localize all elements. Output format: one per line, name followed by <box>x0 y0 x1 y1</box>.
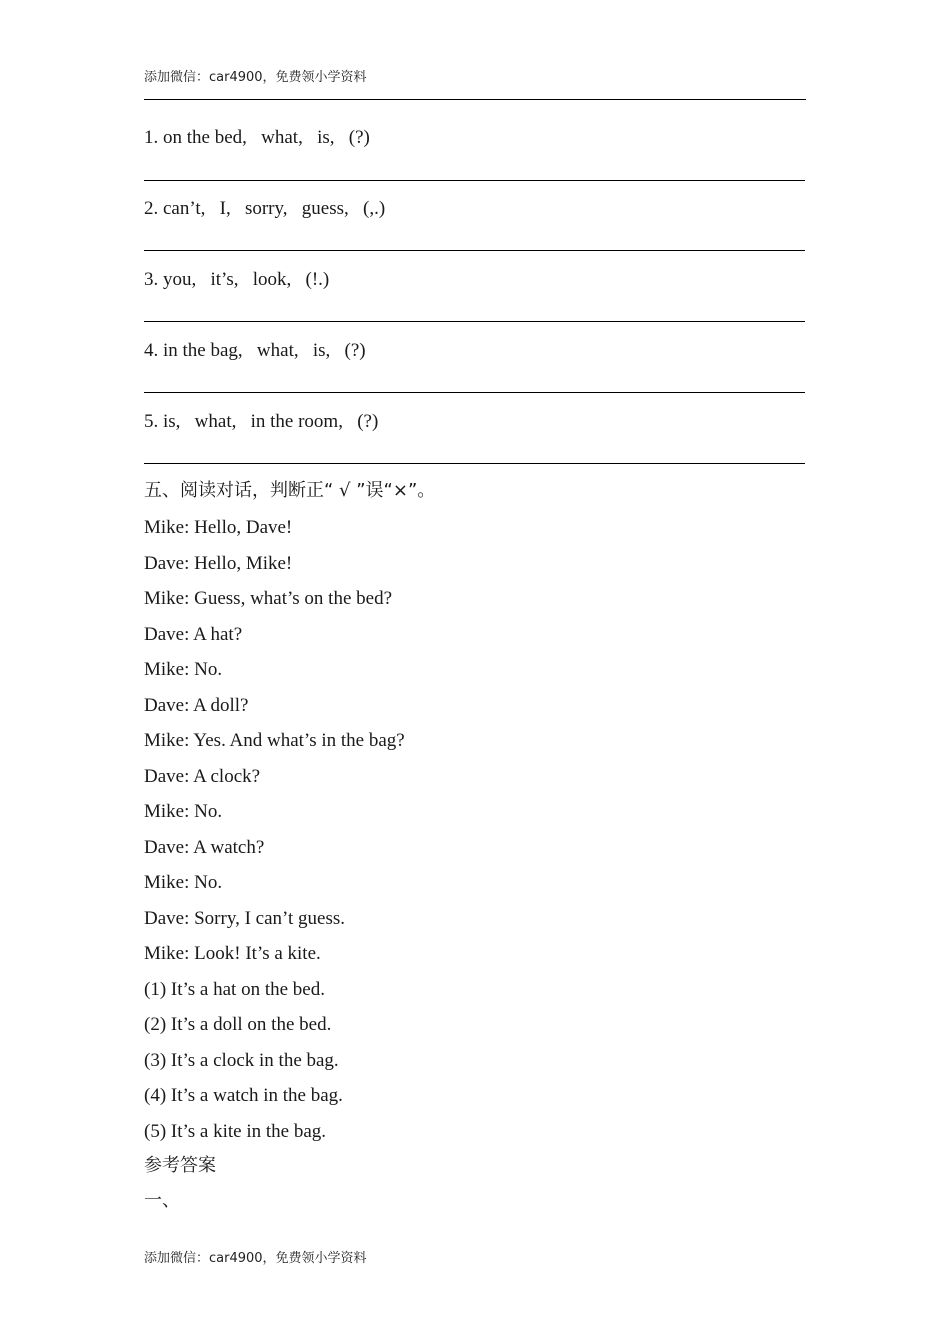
dialogue-line: Dave: A hat? <box>144 624 243 645</box>
answers-section-1: 一、 <box>144 1190 180 1211</box>
dialogue-line: Mike: No. <box>144 801 223 822</box>
answer-line-4[interactable] <box>144 392 805 393</box>
dialogue-line: Mike: Guess, what’s on the bed? <box>144 588 393 609</box>
question-1: 1. on the bed, what, is, (?) <box>144 127 370 148</box>
question-2: 2. can’t, I, sorry, guess, (,.) <box>144 198 386 219</box>
answer-line-5[interactable] <box>144 463 805 464</box>
dialogue-line: Mike: No. <box>144 872 223 893</box>
dialogue-line: Dave: A doll? <box>144 695 249 716</box>
statement-5: (5) It’s a kite in the bag. <box>144 1121 327 1142</box>
dialogue-line: Mike: Yes. And what’s in the bag? <box>144 730 405 751</box>
page-footer: 添加微信：car4900，免费领小学资料 <box>144 1251 367 1266</box>
question-4: 4. in the bag, what, is, (?) <box>144 340 366 361</box>
answer-line-1[interactable] <box>144 180 805 181</box>
answer-line-3[interactable] <box>144 321 805 322</box>
statement-2: (2) It’s a doll on the bed. <box>144 1014 332 1035</box>
page-header: 添加微信：car4900，免费领小学资料 <box>144 70 367 85</box>
question-5: 5. is, what, in the room, (?) <box>144 411 379 432</box>
dialogue-line: Dave: Sorry, I can’t guess. <box>144 908 346 929</box>
dialogue-line: Dave: A clock? <box>144 766 261 787</box>
question-3: 3. you, it’s, look, (!.) <box>144 269 330 290</box>
answer-line-2[interactable] <box>144 250 805 251</box>
statement-4: (4) It’s a watch in the bag. <box>144 1085 343 1106</box>
statement-1: (1) It’s a hat on the bed. <box>144 979 325 1000</box>
dialogue-line: Mike: No. <box>144 659 223 680</box>
answers-title: 参考答案 <box>144 1155 216 1176</box>
dialogue-line: Dave: Hello, Mike! <box>144 553 293 574</box>
dialogue-line: Mike: Hello, Dave! <box>144 517 293 538</box>
statement-3: (3) It’s a clock in the bag. <box>144 1050 339 1071</box>
header-rule <box>144 99 806 100</box>
dialogue-line: Dave: A watch? <box>144 837 265 858</box>
dialogue-line: Mike: Look! It’s a kite. <box>144 943 321 964</box>
section-5-title: 五、阅读对话，判断正“ √ ”误“×”。 <box>144 480 436 501</box>
